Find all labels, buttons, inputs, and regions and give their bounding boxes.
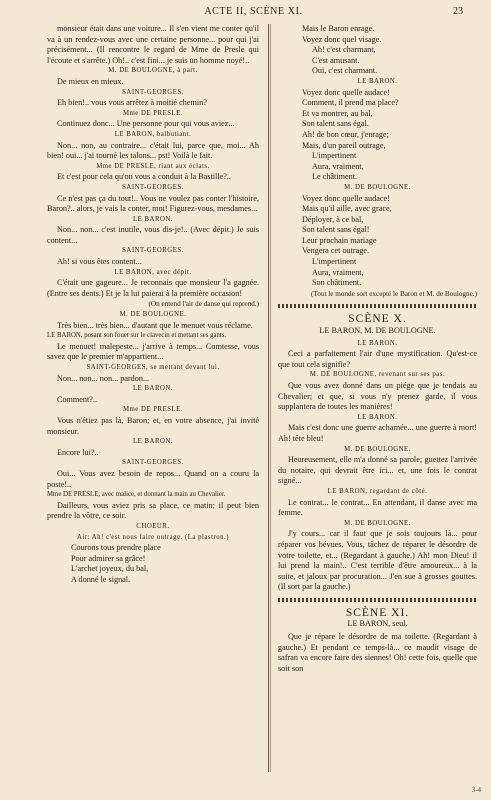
song-verse-line: Déployer, à ce bal,: [302, 214, 364, 224]
dialogue-paragraph: Ceci a parfaitement l'air d'une mystification. Qu'est-ce que tout cela signifie?: [278, 349, 477, 369]
scene-heading: SCÈNE X.: [348, 313, 407, 326]
dialogue-paragraph: Non... non... non... pardon...: [57, 373, 150, 383]
left-column: [47, 24, 259, 585]
dialogue-paragraph: Que vous avez donné dans un piége que je tendais au Chevalier; et que, si vous n'y prenez garde, il vous supplantera de toutes les manières!: [278, 381, 477, 412]
dialogue-paragraph: Ce n'est pas ça du tout!.. Vous ne voulez pas conter l'histoire, Baron?.. alors, je vais la conter, moi! Figurez-vous, mesdames...: [47, 193, 259, 214]
stage-direction: Mme DE PRESLE, avec malice, et donnant la main au Chevalier.: [47, 491, 226, 499]
speaker-label: M. DE BOULOGNE.: [344, 519, 411, 527]
dialogue-paragraph: J'y cours... car il faut que je sois toujours là... pour réparer vos bévues. Vous, tâchez de réparer le désordre de votre toilette, et... (Regardant à gauche.) Ah! mon Dieu! il lui prend la main!.. C'est terrible d'être amoureux... à la suite, et jaloux par procuration... J'en sue à grosses gouttes. (Il sort par la gauche.): [278, 529, 477, 592]
song-verse-line: C'est amusant.: [312, 55, 360, 65]
song-verse-line: Mais le Baron enrage.: [302, 24, 375, 33]
song-verse-line: Pour admirer sa grâce!: [71, 553, 146, 563]
speaker-label: Mme DE PRESLE.: [122, 406, 184, 414]
stage-direction: (Tout le monde sort excepté le Baron et M. de Boulogne.): [311, 289, 477, 298]
speaker-label: M. DE BOULOGNE, à part.: [108, 67, 198, 75]
speaker-label: M. DE BOULOGNE.: [344, 183, 411, 191]
song-verse-line: Ah! c'est charmant,: [312, 45, 376, 55]
song-verse-line: Voyez donc quelle audace!: [302, 193, 390, 203]
song-verse-line: Et va montrer, au bal,: [302, 108, 373, 118]
speaker-label: M. DE BOULOGNE.: [119, 311, 187, 319]
speaker-label: LE BARON.: [357, 77, 398, 85]
ornamental-rule: [278, 304, 477, 308]
column-rule-inner: [270, 24, 271, 772]
song-verse-line: Son talent sans égal.: [302, 119, 369, 129]
song-verse-line: Aura, vraiment,: [312, 267, 364, 277]
song-verse-line: Oui, c'est charmant.: [312, 66, 378, 76]
song-verse-line: Mais qu'il aille, avec grace,: [302, 204, 392, 214]
stage-direction: (On entend l'air de danse qui reprend.): [148, 300, 259, 309]
song-verse-line: Comment, il prend ma place?: [302, 98, 399, 108]
running-header: [44, 6, 463, 20]
song-verse-line: Mais, d'un pareil outrage,: [302, 140, 386, 150]
speaker-label: Mme DE PRESLE.: [122, 109, 184, 117]
speaker-label: LE BARON.: [133, 438, 173, 446]
dialogue-paragraph: Heureusement, elle m'a donné sa parole; guettez l'arrivée du notaire, qui devrait être ici... et, une fois le contrat signé...: [278, 455, 477, 486]
dialogue-paragraph: Ah! si vous êtes content...: [57, 257, 142, 267]
dialogue-paragraph: Eh bien!.. vous vous arrêtez à moitié chemin?: [57, 98, 207, 108]
dialogue-paragraph: Encore lui?..: [57, 447, 99, 457]
dialogue-paragraph: Le contrat... le contrat... En attendant, il danse avec ma femme.: [278, 497, 477, 518]
speaker-label: SAINT-GEORGES, se mettant devant lui.: [86, 364, 220, 371]
dialogue-paragraph: Que je répare le désordre de ma toilette. (Regardant à gauche.) Et pendant ce temps-là... ce maudit visage de safran va encore faire des siennes! Oh! cette fois, quelle que soit son: [278, 632, 477, 673]
dialogue-paragraph: Très bien... très bien... d'autant que le menuet vous réclame.: [57, 320, 253, 330]
dialogue-paragraph: De mieux en mieux.: [57, 76, 124, 86]
song-verse-line: Leur prochain mariage: [302, 235, 377, 245]
dialogue-paragraph: Dailleurs, vous aviez pris sa place, ce matin; il peut bien prendre la vôtre, ce soir.: [47, 500, 259, 521]
ornamental-rule: [278, 598, 477, 602]
song-verse-line: Son talent sans égal!: [302, 225, 370, 235]
dialogue-paragraph: Oui... Vous avez besoin de repos... Quand on a couru la poste!..: [47, 468, 259, 489]
speaker-label: LE BARON, balbutiant.: [114, 130, 192, 138]
speaker-label: Air: Ah! c'est nous faire outrage. (La plastron.): [77, 533, 229, 541]
dialogue-paragraph: Non... non... c'est inutile, vous dis-je!.. (Avec dépit.) Je suis content...: [47, 225, 259, 245]
speaker-label: LE BARON.: [133, 215, 173, 223]
dialogue-paragraph: C'était une gageure... Je reconnais que monsieur l'a gagnée. (Entre ses dents.) Et je la lui paierai à la première occasion!: [47, 278, 259, 298]
song-verse-line: Son châtiment.: [312, 278, 362, 288]
speaker-label: SAINT-GEORGES.: [122, 247, 184, 255]
dialogue-paragraph: Le menuet! malepeste... j'arrive à temps... Comtesse, vous savez que le premier m'appartient...: [47, 341, 259, 362]
scene-characters: LE BARON, M. DE BOULOGNE.: [319, 326, 436, 336]
column-rule: [268, 24, 269, 772]
speaker-label: LE BARON.: [357, 339, 398, 347]
dialogue-paragraph: Et c'est pour cela qu'on vous a conduit à la Bastille?..: [57, 172, 231, 182]
song-verse-line: L'impertinent: [312, 257, 357, 267]
song-verse-line: L'impertinent: [312, 151, 357, 161]
speaker-label: SAINT-GEORGES.: [122, 183, 184, 191]
page-number: 23: [453, 6, 463, 17]
right-column: [278, 24, 477, 674]
song-verse-line: Courons tous prendre place: [71, 543, 161, 553]
song-verse-line: Ah! de bon cœur, j'enrage;: [302, 129, 389, 139]
song-verse-line: Voyez donc quel visage.: [302, 34, 382, 44]
speaker-label: M. DE BOULOGNE.: [344, 445, 411, 453]
dialogue-paragraph: Non... non, au contraire... c'était lui, parce que, moi... Ah bien! oui... j'ai tourné les talons... pst! Voilà le fait.: [47, 140, 259, 161]
speaker-label: CHOEUR.: [136, 522, 170, 530]
speaker-label: LE BARON.: [357, 413, 398, 421]
running-title: ACTE II, SCÈNE XI.: [204, 6, 303, 17]
speaker-label: Mme DE PRESLE, riant aux éclats.: [96, 162, 210, 170]
dialogue-paragraph: monsieur était dans une voiture... Il s'en vient me conter qu'il va à un rendez-vous avec une certaine personne... pour qui j'ai précisément... (Il rencontre le regard de Mme de Presle qui l'écoute et s'arrête.) Oh!.. c'est fini... je suis un homme noyé!..: [47, 24, 259, 65]
speaker-label: SAINT-GEORGES.: [122, 88, 184, 96]
dialogue-paragraph: Comment?..: [57, 394, 98, 404]
song-verse-line: Aura, vraiment,: [312, 161, 364, 171]
song-verse-line: A donné le signal.: [71, 574, 131, 584]
speaker-label: LE BARON, regardant de côté.: [327, 487, 428, 495]
dialogue-paragraph: Vous n'étiez pas là, Baron; et, en votre absence, j'ai invité monsieur.: [47, 415, 259, 436]
song-verse-line: Voyez donc quelle audace!: [302, 87, 390, 97]
song-verse-line: L'archet joyeux, du bal,: [71, 564, 149, 574]
dialogue-paragraph: Continuez donc... Une personne pour qui vous aviez...: [57, 119, 235, 129]
song-verse-line: Le châtiment.: [312, 172, 358, 182]
speaker-label: LE BARON.: [133, 385, 173, 393]
speaker-label: M. DE BOULOGNE, revenant sur ses pas.: [309, 371, 446, 379]
scene-heading: SCÈNE XI.: [345, 606, 410, 619]
song-verse-line: Vengera cet outrage.: [302, 246, 370, 256]
speaker-label: LE BARON, avec dépit.: [114, 268, 192, 276]
corner-mark: 3-4: [471, 786, 481, 794]
scene-characters: LE BARON, seul.: [347, 619, 408, 629]
stage-direction: LE BARON, posant son fouet sur le clavecin et mettant ses gants.: [47, 332, 227, 340]
speaker-label: SAINT-GEORGES.: [122, 459, 184, 467]
dialogue-paragraph: Mais c'est donc une guerre acharnée... une guerre à mort! Ah! tête bleu!: [278, 423, 477, 443]
